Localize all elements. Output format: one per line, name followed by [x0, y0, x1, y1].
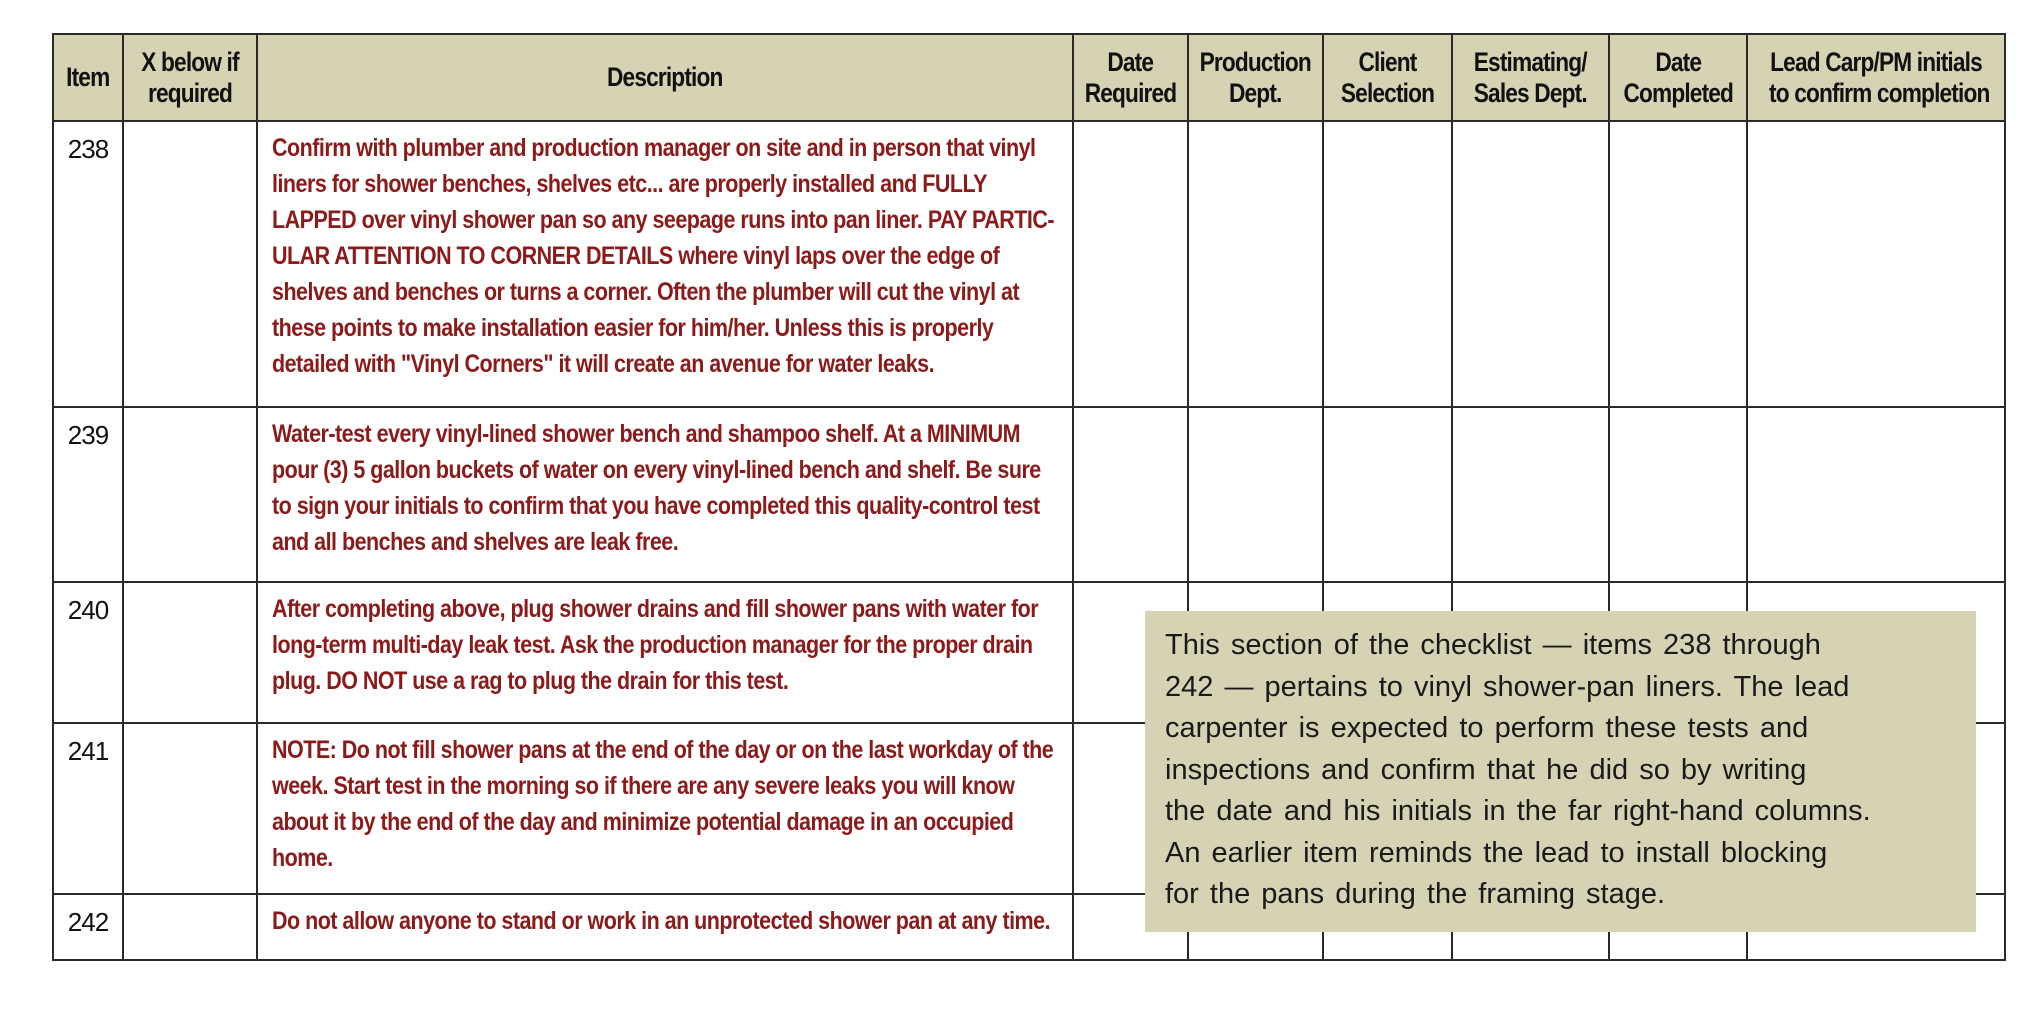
client-selection-cell[interactable] [1323, 407, 1452, 582]
production-dept-cell[interactable] [1188, 407, 1323, 582]
description-cell [257, 121, 1073, 407]
header-row [53, 34, 2005, 121]
column-header-client-selection: Client Selection [1323, 34, 1452, 121]
table-row [53, 121, 2005, 407]
date-required-cell[interactable] [1073, 407, 1188, 582]
estimating-sales-cell[interactable] [1452, 407, 1609, 582]
x-required-cell[interactable] [123, 894, 257, 960]
x-required-cell[interactable] [123, 407, 257, 582]
column-header-lead-carp-pm-initials: Lead Carp/PM initials to confirm completion [1747, 34, 2005, 121]
note-line: carpenter is expected to perform these tests and [1165, 712, 1809, 744]
x-required-cell[interactable] [123, 582, 257, 723]
date-completed-cell[interactable] [1609, 121, 1747, 407]
description-cell [257, 723, 1073, 894]
item-number: 242 [53, 894, 123, 960]
column-header-item: Item [53, 34, 123, 121]
item-number: 241 [53, 723, 123, 894]
column-header-production-dept: Production Dept. [1188, 34, 1323, 121]
description-text: NOTE: Do not fill shower pans at the end of the day or on the last workday of the week. Start test in the morning so if there are any severe leaks you will know about it by the end of the day and minimize potential damage in an occupied home. [272, 736, 1054, 872]
date-completed-cell[interactable] [1609, 407, 1747, 582]
note-line: inspections and confirm that he did so by writing [1165, 753, 1807, 786]
table-row [53, 407, 2005, 582]
production-dept-cell[interactable] [1188, 121, 1323, 407]
description-text: Confirm with plumber and production manager on site and in person that vinyl liners for shower benches, shelves etc... are properly installed and FULLY LAPPED over vinyl shower pan so any seepage runs into pan liner. PAY PARTIC-ULAR ATTENTION TO CORNER DETAILS where vinyl laps over the edge of shelves and benches or turns a corner. Often the plumber will cut the vinyl at these points to make installation easier for him/her. Unless this is properly detailed with "Vinyl Corners" it will create an avenue for water leaks. [272, 134, 1054, 378]
lead-initials-cell[interactable] [1747, 407, 2005, 582]
item-number: 240 [53, 582, 123, 723]
column-header-x-below-if-required: X below if required [123, 34, 257, 121]
column-header-description: Description [257, 34, 1073, 121]
description-text: Do not allow anyone to stand or work in an unprotected shower pan at any time. [272, 907, 1051, 935]
note-line: 242 — pertains to vinyl shower-pan liners. The lead [1165, 670, 1850, 703]
column-header-date-required: Date Required [1073, 34, 1188, 121]
callout-note [1145, 611, 1976, 932]
date-required-cell[interactable] [1073, 121, 1188, 407]
item-number: 238 [53, 121, 123, 407]
column-header-date-completed: Date Completed [1609, 34, 1747, 121]
note-line: An earlier item reminds the lead to install blocking [1165, 836, 1828, 869]
description-cell [257, 407, 1073, 582]
column-header-estimating-sales-dept: Estimating/ Sales Dept. [1452, 34, 1609, 121]
item-number: 239 [53, 407, 123, 582]
estimating-sales-cell[interactable] [1452, 121, 1609, 407]
x-required-cell[interactable] [123, 121, 257, 407]
lead-initials-cell[interactable] [1747, 121, 2005, 407]
description-cell [257, 582, 1073, 723]
description-text: Water-test every vinyl-lined shower bench and shampoo shelf. At a MINIMUM pour (3) 5 gallon buckets of water on every vinyl-lined bench and shelf. Be sure to sign your initials to confirm that you have completed this quality-control test and all benches and shelves are leak free. [272, 420, 1041, 556]
note-line: This section of the checklist — items 238 through [1165, 629, 1821, 661]
note-line: the date and his initials in the far right-hand columns. [1165, 795, 1871, 827]
description-text: After completing above, plug shower drains and fill shower pans with water for long-term multi-day leak test. Ask the production manager for the proper drain plug. DO NOT use a rag to plug the drain for this test. [272, 595, 1039, 695]
x-required-cell[interactable] [123, 723, 257, 894]
note-line: for the pans during the framing stage. [1165, 878, 1666, 910]
client-selection-cell[interactable] [1323, 121, 1452, 407]
description-cell [257, 894, 1073, 960]
